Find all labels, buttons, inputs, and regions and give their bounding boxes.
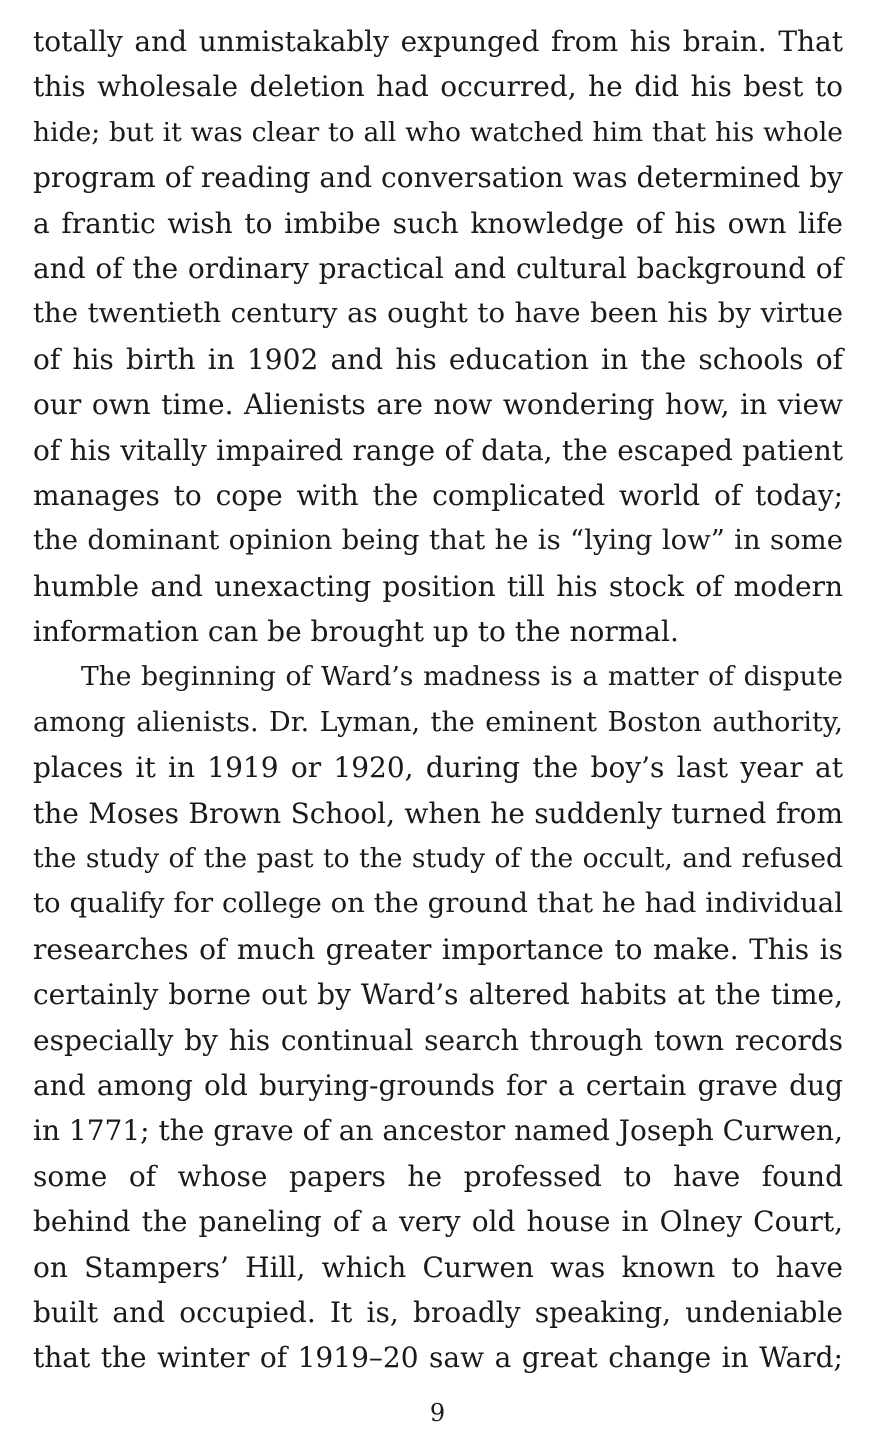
text-line: manages to cope with the complicated world of today; bbox=[33, 478, 843, 512]
text-line: totally and unmistakably expunged from his brain. That bbox=[33, 25, 843, 58]
text-line: especially by his continual search through town records bbox=[33, 1023, 843, 1057]
text-line: humble and unexacting position till his stock of modern bbox=[33, 569, 843, 603]
text-line: certainly borne out by Ward’s altered habits at the time, bbox=[33, 978, 843, 1012]
text-line: on Stampers’ Hill, which Curwen was known to have bbox=[33, 1250, 843, 1284]
text-line: researches of much greater importance to make. This is bbox=[33, 932, 843, 966]
text-line: our own time. Alienists are now wondering how, in view bbox=[33, 388, 843, 422]
text-line: in 1771; the grave of an ancestor named Joseph Curwen, bbox=[33, 1114, 843, 1148]
text-line: places it in 1919 or 1920, during the boy’s last year at bbox=[33, 751, 843, 785]
text-line: behind the paneling of a very old house in Olney Court, bbox=[33, 1205, 843, 1239]
text-line: The beginning of Ward’s madness is a matter of dispute bbox=[81, 661, 843, 693]
text-line: the study of the past to the study of the occult, and refused bbox=[33, 843, 843, 875]
text-line: the dominant opinion being that he is “lying low” in some bbox=[33, 524, 843, 557]
text-line: information can be brought up to the normal. bbox=[33, 615, 679, 649]
text-line: a frantic wish to imbibe such knowledge of his own life bbox=[33, 206, 843, 240]
text-line: some of whose papers he professed to have found bbox=[33, 1159, 843, 1193]
text-line: among alienists. Dr. Lyman, the eminent Boston authority, bbox=[33, 706, 843, 738]
text-line: and of the ordinary practical and cultural background of bbox=[33, 251, 843, 285]
text-line: that the winter of 1919–20 saw a great change in Ward; bbox=[33, 1341, 843, 1375]
text-line: hide; but it was clear to all who watched him that his whole bbox=[33, 116, 843, 148]
text-line: built and occupied. It is, broadly speaking, undeniable bbox=[33, 1295, 843, 1329]
body-text bbox=[33, 19, 843, 1381]
page-number: 9 bbox=[429, 1399, 446, 1427]
text-line: program of reading and conversation was determined by bbox=[33, 161, 843, 195]
text-line: the Moses Brown School, when he suddenly turned from bbox=[33, 796, 843, 830]
text-line: of his vitally impaired range of data, the escaped patient bbox=[33, 433, 843, 467]
text-line: this wholesale deletion had occurred, he did his best to bbox=[33, 70, 843, 104]
text-line: the twentieth century as ought to have been his by virtue bbox=[33, 297, 843, 330]
text-line: of his birth in 1902 and his education in the schools of bbox=[33, 342, 843, 376]
text-line: and among old burying-grounds for a certain grave dug bbox=[33, 1068, 843, 1102]
text-line: to qualify for college on the ground that he had individual bbox=[33, 887, 843, 920]
